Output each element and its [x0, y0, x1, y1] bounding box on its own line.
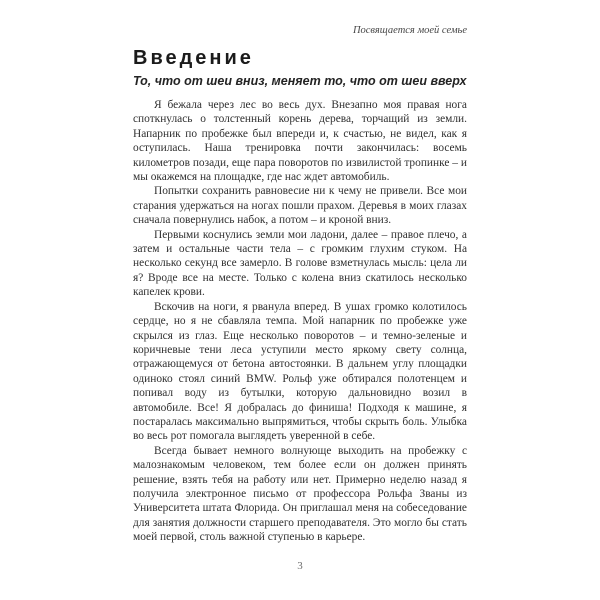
paragraph: Я бежала через лес во весь дух. Внезапно моя правая нога споткнулась о толстенный корень дерева, торчащий из земли. Напарник по пробежке был впереди и, к счастью, не видел, как я оступилась. Наша тренировка почти закончилась: восемь километров позади, еще пара поворотов по извилистой тропинке – и мы окажемся на площадке, где нас ждет автомобиль.	[133, 99, 467, 184]
page-number: 3	[297, 560, 303, 572]
chapter-title: Введение	[133, 47, 254, 69]
body-text	[133, 98, 467, 545]
text-block	[133, 24, 467, 545]
paragraph: Вскочив на ноги, я рванула вперед. В ушах громко колотилось сердце, но я не сбавляла темпа. Мой напарник по пробежке уже скрылся из глаз. Еще несколько поворотов – и темно-зеленые и коричневые тени леса уступили место яркому свету солнца, отражающемуся от бетона автостоянки. В дальнем углу площадки одиноко стоял синий BMW. Рольф уже обтирался полотенцем и попивал воду из бутылки, которую дальновидно возил в автомобиле. Все! Я добралась до финиша! Подходя к машине, я постаралась максимально выпрямиться, чтобы скрыть боль. Улыбка во весь рот помогала выглядеть уверенной в себе.	[133, 300, 467, 443]
dedication: Посвящается моей семье	[352, 25, 467, 36]
paragraph: Первыми коснулись земли мои ладони, далее – правое плечо, а затем и остальные части тела – с громким глухим стуком. На несколько секунд все замерло. В голове взметнулась мысль: цела ли я? Вроде все на месте. Только с колена вниз скатилось несколько капелек крови.	[133, 228, 467, 299]
paragraph: Всегда бывает немного волнующе выходить на пробежку с малознакомым человеком, тем более если он должен принять решение, взять тебя на работу или нет. Примерно неделю назад я получила электронное письмо от профессора Рольфа Званы из Университета штата Флорида. Он приглашал меня на собеседование для занятия должности старшего преподавателя. Это могло бы стать моей первой, столь важной ступенью в карьере.	[133, 444, 467, 544]
paragraph: Попытки сохранить равновесие ни к чему не привели. Все мои старания удержаться на ногах пошли прахом. Деревья в моих глазах сначала повернулись набок, а потом – и кроной вниз.	[133, 185, 467, 227]
chapter-subtitle: То, что от шеи вниз, меняет то, что от шеи вверх	[133, 74, 467, 88]
